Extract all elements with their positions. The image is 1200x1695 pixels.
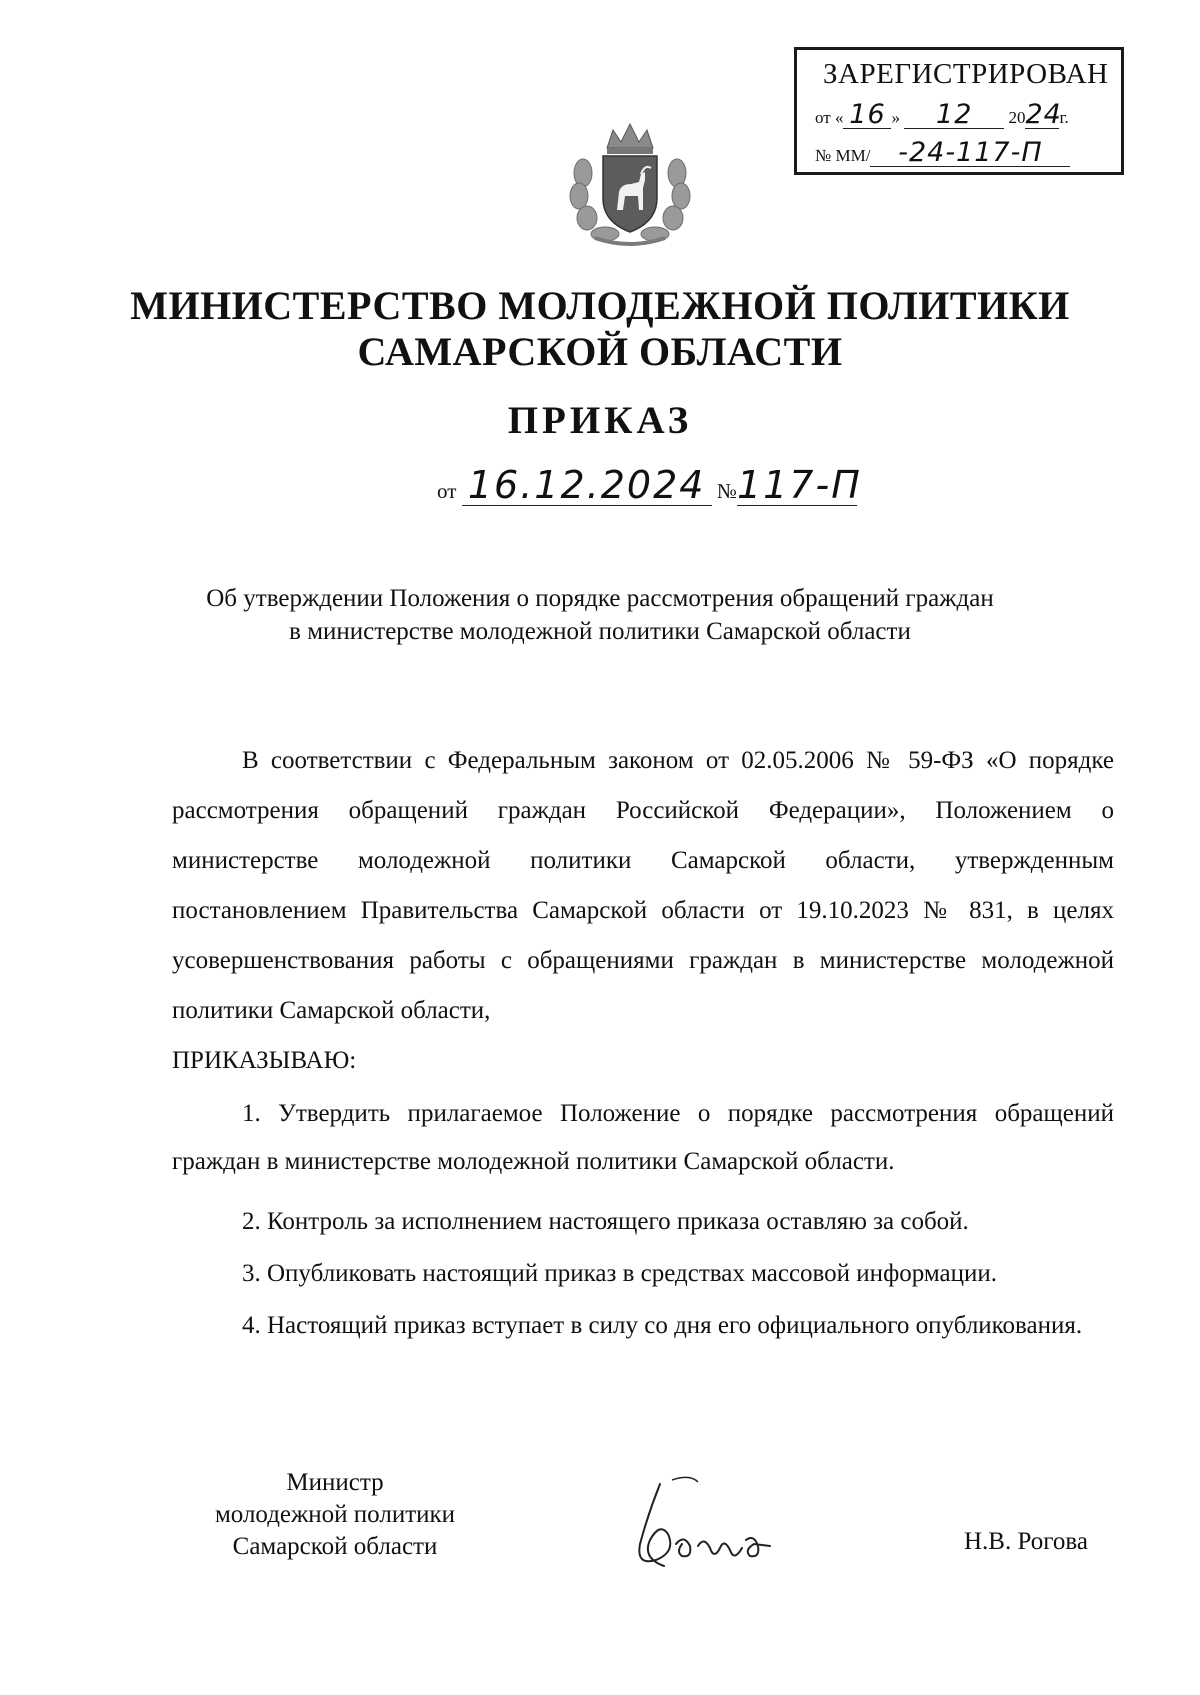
- subject-line1: Об утверждении Положения о порядке рассмотрения обращений граждан: [206, 585, 994, 612]
- stamp-month: 12: [904, 102, 1004, 129]
- order-items-list: [172, 1090, 1114, 1350]
- order-date-number: [437, 463, 862, 507]
- order-subject: [0, 582, 1200, 648]
- preamble-paragraph: В соответствии с Федеральным законом от 02.05.2006 № 59-ФЗ «О порядке рассмотрения обращений граждан Российской Федерации», Положением о министерстве молодежной политики Самарской области, утвержденным постановлением Правительства Самарской области от 19.10.2023 № 831, в целях усовершенствования работы с обращениями граждан в министерстве молодежной политики Самарской области,: [172, 747, 1114, 1024]
- order-number: 117-П: [736, 463, 862, 507]
- registration-stamp: [794, 47, 1124, 175]
- order-item-3: 3. Опубликовать настоящий приказ в средствах массовой информации.: [242, 1260, 998, 1287]
- order-preamble-block: [172, 736, 1114, 1086]
- signer-position: [190, 1467, 480, 1563]
- stamp-year-prefix: 20: [1008, 108, 1026, 127]
- ministry-name-line1: МИНИСТЕРСТВО МОЛОДЕЖНОЙ ПОЛИТИКИ: [130, 283, 1070, 328]
- stamp-number-label: № ММ/: [815, 146, 871, 165]
- document-type: ПРИКАЗ: [507, 399, 693, 442]
- order-word: ПРИКАЗЫВАЮ:: [172, 1047, 357, 1074]
- stamp-from-label: от «: [815, 108, 844, 127]
- order-item-4: 4. Настоящий приказ вступает в силу со дня его официального опубликования.: [242, 1312, 1083, 1339]
- stamp-date-row: [815, 99, 1069, 130]
- order-number-label: №: [716, 479, 737, 503]
- handwritten-signature: [620, 1474, 800, 1584]
- order-item-2: 2. Контроль за исполнением настоящего приказа оставляю за собой.: [242, 1208, 969, 1235]
- order-date: 16.12.2024: [462, 465, 712, 506]
- stamp-title: ЗАРЕГИСТРИРОВАН: [823, 58, 1109, 90]
- stamp-day-close: »: [891, 108, 900, 127]
- signer-name: Н.В. Рогова: [964, 1528, 1088, 1555]
- stamp-year-unit: г.: [1059, 108, 1069, 127]
- stamp-day: 16: [843, 102, 891, 129]
- stamp-year-suffix: 24: [1025, 99, 1062, 130]
- ministry-name-line2: САМАРСКОЙ ОБЛАСТИ: [357, 329, 843, 374]
- subject-line2: в министерстве молодежной политики Самарской области: [289, 618, 911, 645]
- signer-position-line2: молодежной политики: [214, 1501, 456, 1528]
- signer-position-line1: Министр: [286, 1469, 384, 1496]
- stamp-number: -24-117-П: [870, 140, 1070, 167]
- order-date-label: от: [437, 479, 457, 503]
- signer-position-line3: Самарской области: [232, 1533, 438, 1560]
- order-item-1: 1. Утвердить прилагаемое Положение о порядке рассмотрения обращений граждан в министерстве молодежной политики Самарской области.: [172, 1100, 1114, 1175]
- coat-of-arms-icon: [565, 118, 695, 248]
- ministry-name: [0, 283, 1200, 375]
- stamp-number-row: [815, 137, 1070, 168]
